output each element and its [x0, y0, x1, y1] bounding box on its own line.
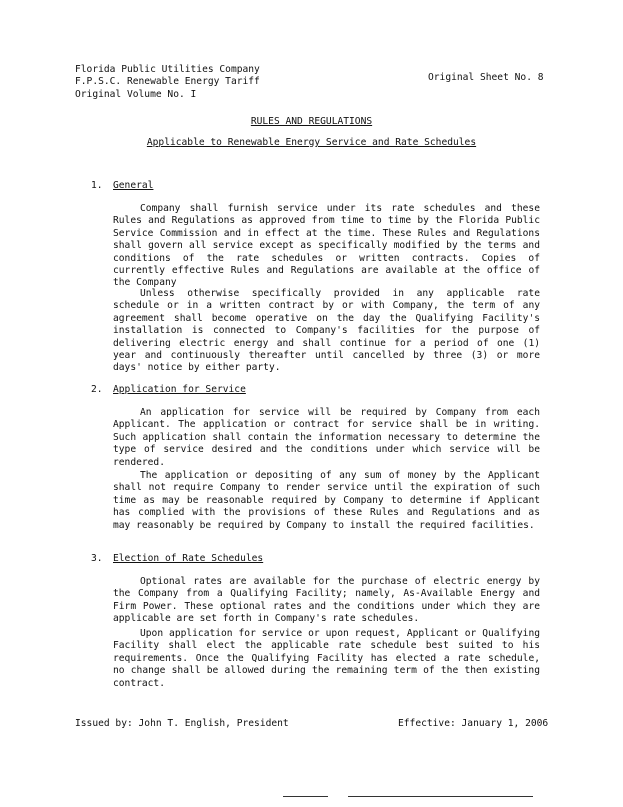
section-title: Election of Rate Schedules	[113, 553, 264, 564]
paragraph: Company shall furnish service under its rate schedules and these Rules and Regulations as approved from time to time by the Florida Public Service Commission and in effect at the time. These Rules and Regulations shall govern all service except as specifically modified by the terms and conditions of the rate schedules or written contracts. Copies of currently effective Rules and Regulations are available at the office of the Company	[113, 203, 540, 289]
company-header	[75, 64, 375, 101]
paragraph: Unless otherwise specifically provided in any applicable rate schedule or in a written contract by or with Company, the term of any agreement shall become operative on the day the Qualifying Facility's installation is connected to Company's facilities for the purpose of delivering electric energy and shall continue for a period of one (1) year and continuously thereafter until cancelled by three (3) or more days' notice by either party.	[113, 288, 540, 374]
paragraph: Optional rates are available for the purchase of electric energy by the Company from a Qualifying Facility; namely, As-Available Energy and Firm Power. These optional rates and the conditions under which they are applicable are set forth in Company's rate schedules.	[113, 576, 540, 625]
section-title: Application for Service	[113, 384, 246, 395]
tariff-name: F.P.S.C. Renewable Energy Tariff	[75, 76, 260, 88]
issued-by: Issued by: John T. English, President	[75, 718, 289, 729]
section-number: 1.	[91, 180, 103, 191]
section-number: 2.	[91, 384, 103, 395]
volume-number: Original Volume No. I	[75, 88, 197, 100]
scan-rule	[348, 796, 533, 797]
section-title: General	[113, 180, 154, 191]
company-name: Florida Public Utilities Company	[75, 64, 260, 75]
document-subtitle: Applicable to Renewable Energy Service and Rate Schedules	[146, 137, 477, 148]
paragraph: The application or depositing of any sum of money by the Applicant shall not require Company to render service until the expiration of such time as may be reasonable required by Company to determine if Applicant has complied with the provisions of these Rules and Regulations and as may reasonably be required by Company to install the required facilities.	[113, 470, 540, 531]
paragraph: An application for service will be required by Company from each Applicant. The application or contract for service shall be in writing. Such application shall contain the information necessary to determine the type of service desired and the conditions under which service will be rendered.	[113, 407, 540, 468]
section-heading-election	[91, 553, 263, 565]
section-number: 3.	[91, 553, 103, 564]
section-heading-application	[91, 384, 246, 396]
sheet-number: Original Sheet No. 8	[428, 72, 544, 83]
paragraph: Upon application for service or upon request, Applicant or Qualifying Facility shall elect the applicable rate schedule best suited to his requirements. Once the Qualifying Facility has elected a rate schedule, no change shall be allowed during the remaining term of the then existing contract.	[113, 628, 540, 689]
section-heading-general	[91, 180, 153, 192]
effective-date: Effective: January 1, 2006	[398, 718, 549, 729]
scan-rule	[283, 796, 328, 797]
document-title: RULES AND REGULATIONS	[250, 116, 373, 127]
